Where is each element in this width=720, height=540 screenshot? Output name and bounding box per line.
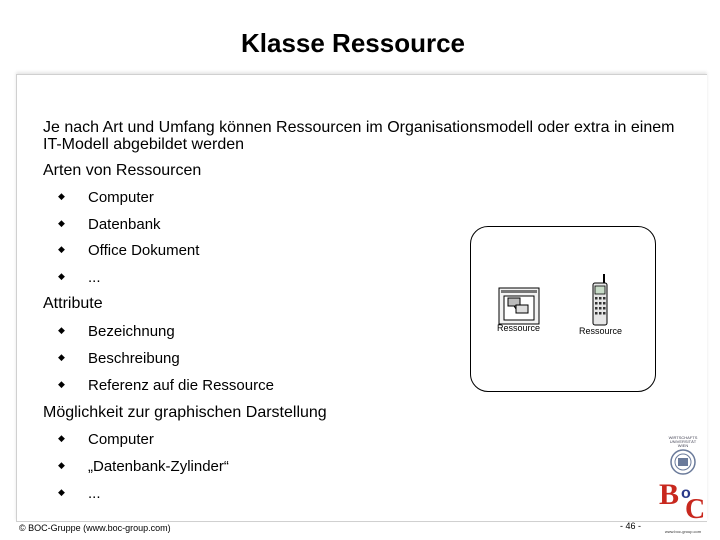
section-heading-attribute: Attribute <box>43 295 103 312</box>
bullet-icon: ◆ <box>58 433 65 443</box>
phone-icon <box>591 273 609 327</box>
list-item: Computer <box>88 431 154 448</box>
list-item: Computer <box>88 189 154 206</box>
bullet-icon: ◆ <box>58 271 65 281</box>
svg-text:C: C <box>685 494 706 525</box>
bullet-icon: ◆ <box>58 244 65 254</box>
bullet-icon: ◆ <box>58 460 65 470</box>
slide-title: Klasse Ressource <box>240 28 466 58</box>
list-item: ... <box>88 485 101 502</box>
intro-paragraph: Je nach Art und Umfang können Ressourcen im Organisationsmodell oder extra in einem IT-Modell abgebildet werden <box>43 119 675 153</box>
bullet-icon: ◆ <box>58 487 65 497</box>
svg-text:www.boc-group.com: www.boc-group.com <box>664 529 702 534</box>
list-item: ... <box>88 269 101 286</box>
bullet-icon: ◆ <box>58 325 65 335</box>
computer-label: Ressource <box>497 323 541 333</box>
list-item: Office Dokument <box>88 242 200 259</box>
bullet-icon: ◆ <box>58 352 65 362</box>
list-item: Referenz auf die Ressource <box>88 377 274 394</box>
list-item: „Datenbank-Zylinder“ <box>88 458 229 475</box>
svg-text:UNIVERSITÄT: UNIVERSITÄT <box>669 439 697 444</box>
list-item: Beschreibung <box>88 350 180 367</box>
phone-label: Ressource <box>579 326 623 336</box>
computer-icon <box>498 287 542 327</box>
boc-logo <box>657 432 709 536</box>
symbol-diagram <box>470 226 656 392</box>
list-item: Bezeichnung <box>88 323 175 340</box>
footer-copyright: © BOC-Gruppe (www.boc-group.com) <box>19 523 171 533</box>
svg-text:o: o <box>681 485 691 502</box>
bullet-icon: ◆ <box>58 218 65 228</box>
svg-text:WIRTSCHAFTS: WIRTSCHAFTS <box>668 435 698 440</box>
bullet-icon: ◆ <box>58 191 65 201</box>
list-item: Datenbank <box>88 216 161 233</box>
section-heading-darstellung: Möglichkeit zur graphischen Darstellung <box>43 404 327 421</box>
page-number: - 46 - <box>620 521 642 531</box>
section-heading-arten: Arten von Ressourcen <box>43 162 202 179</box>
svg-text:B: B <box>659 478 680 511</box>
svg-text:WIEN: WIEN <box>677 443 689 448</box>
bullet-icon: ◆ <box>58 379 65 389</box>
